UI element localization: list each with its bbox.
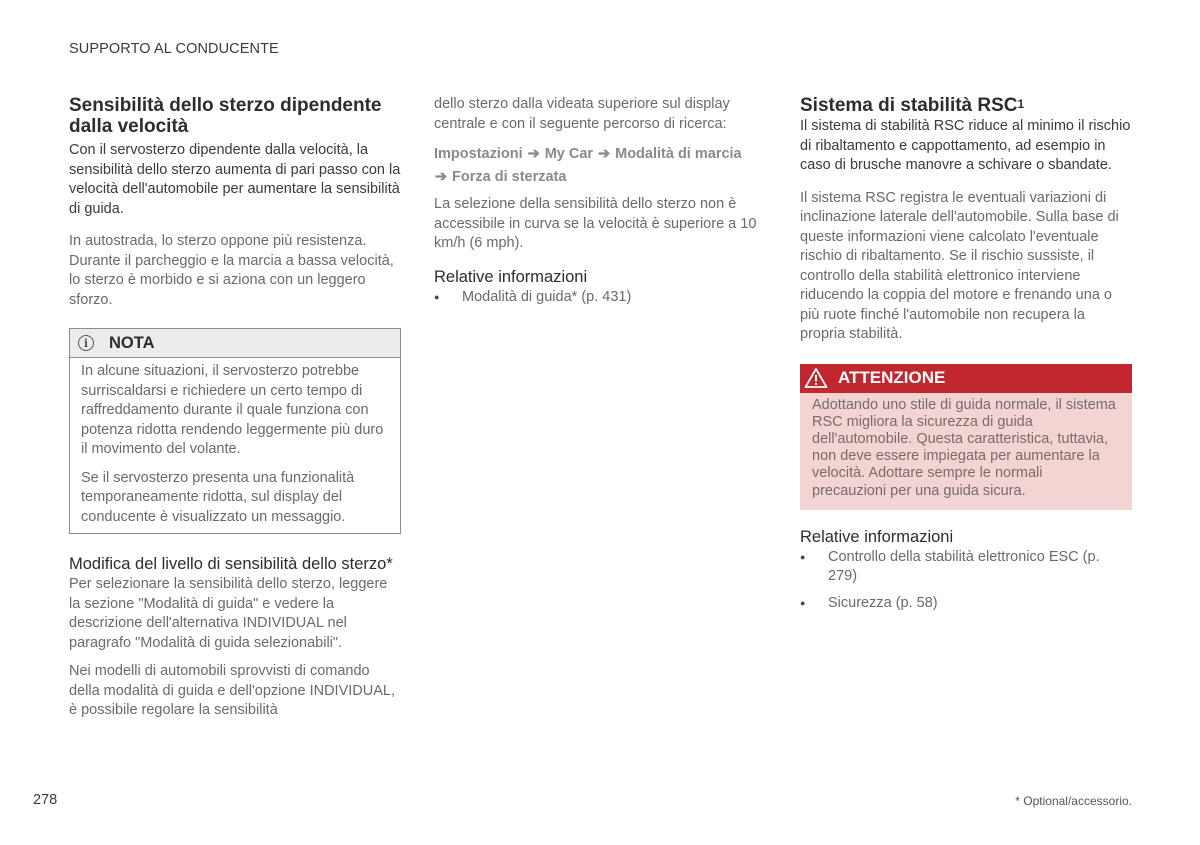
footnote: * Optional/accessorio. [1015,794,1132,808]
note-body [70,358,400,533]
related-list [800,548,1132,614]
warning-body [800,393,1132,510]
note-header [70,329,400,358]
body-paragraph: La selezione della sensibilità dello sterzo non è accessibile in curva se la velocità è superiore a 10 km/h (6 mph). [434,196,757,251]
note-box [69,328,401,534]
warning-text: Adottando uno stile di guida normale, il sistema RSC migliora la sicurezza di guida dell'automobile. Questa caratteristica, tuttavia, non deve essere impiegata per aumentare la velocità. Adottare sempre le normali precauzioni per una guida sicura. [812,396,1116,499]
path-step: My Car [544,146,594,162]
column-middle [434,95,764,307]
note-paragraph: Se il servosterzo presenta una funzionalità temporaneamente ridotta, sul display del conducente è visualizzato un messaggio. [81,469,355,525]
path-step: Modalità di marcia [615,146,742,162]
body-paragraph: Nei modelli di automobili sprovvisti di comando della modalità di guida e dell'opzione INDIVIDUAL, è possibile regolare la sensibilità [69,663,395,718]
arrow-right-icon: ➔ [527,146,540,162]
body-paragraph: dello sterzo dalla videata superiore sul display centrale e con il seguente percorso di ricerca: [434,96,730,132]
warning-header [800,364,1132,393]
section-title [800,95,1132,117]
section-title: Sensibilità dello sterzo dipendente dalla velocità [69,95,382,137]
related-link[interactable]: ● Sicurezza (p. 58) [800,594,1132,614]
menu-path [434,143,764,189]
note-title: NOTA [109,333,155,352]
column-right [800,95,1132,613]
path-step: Impostazioni [434,146,523,162]
warning-box [800,364,1132,510]
related-title: Relative informazioni [800,527,954,546]
body-paragraph: Per selezionare la sensibilità dello sterzo, leggere la sezione "Modalità di guida" e vedere la descrizione dell'alternativa INDIVIDUAL nel paragrafo "Modalità di guida selezionabili". [69,576,388,651]
info-icon: i [78,335,94,351]
section-header: SUPPORTO AL CONDUCENTE [69,41,279,57]
related-link[interactable]: ● Controllo della stabilità elettronico ESC (p. 279) [800,548,1132,587]
intro-paragraph: Con il servosterzo dipendente dalla velocità, la sensibilità dello sterzo aumenta di pari passo con la velocità dell'automobile per aumentare la sensibilità di guida. [69,142,401,217]
related-list [434,288,764,308]
section-title-text: Sistema di stabilità RSC [800,95,1018,116]
body-paragraph: In autostrada, lo sterzo oppone più resistenza. Durante il parcheggio e la marcia a bassa velocità, lo sterzo è morbido e si aziona con un leggero sforzo. [69,233,394,308]
body-paragraph: Il sistema RSC registra le eventuali variazioni di inclinazione laterale dell'automobile. Sulla base di queste informazioni viene calcolato l'eventuale rischio di ribaltamento. Se il rischio sussiste, il controllo della stabilità elettronico interviene riducendo la coppia del motore e frenando una o più ruote finché l'automobile non recupera la propria stabilità. [800,189,1119,342]
note-paragraph: In alcune situazioni, il servosterzo potrebbe surriscaldarsi e richiedere un certo tempo di raffreddamento durante il quale funziona con potenza ridotta rendendo leggermente più duro il movimento del volante. [81,363,384,457]
path-step: Forza di sterzata [452,169,567,185]
page-number: 278 [33,792,58,808]
warning-triangle-icon [804,367,828,389]
intro-paragraph: Il sistema di stabilità RSC riduce al minimo il rischio di ribaltamento e cappottamento, ad esempio in caso di brusche manovre a schivare o sbandate. [800,118,1131,173]
column-left [69,95,401,721]
subsection-title: Modifica del livello di sensibilità dello sterzo* [69,555,393,573]
arrow-right-icon: ➔ [434,169,448,185]
arrow-right-icon: ➔ [598,146,611,162]
warning-title: ATTENZIONE [838,368,946,387]
related-title: Relative informazioni [434,267,588,286]
footnote-marker: 1 [1017,97,1025,111]
related-link[interactable]: ● Modalità di guida* (p. 431) [434,288,764,308]
